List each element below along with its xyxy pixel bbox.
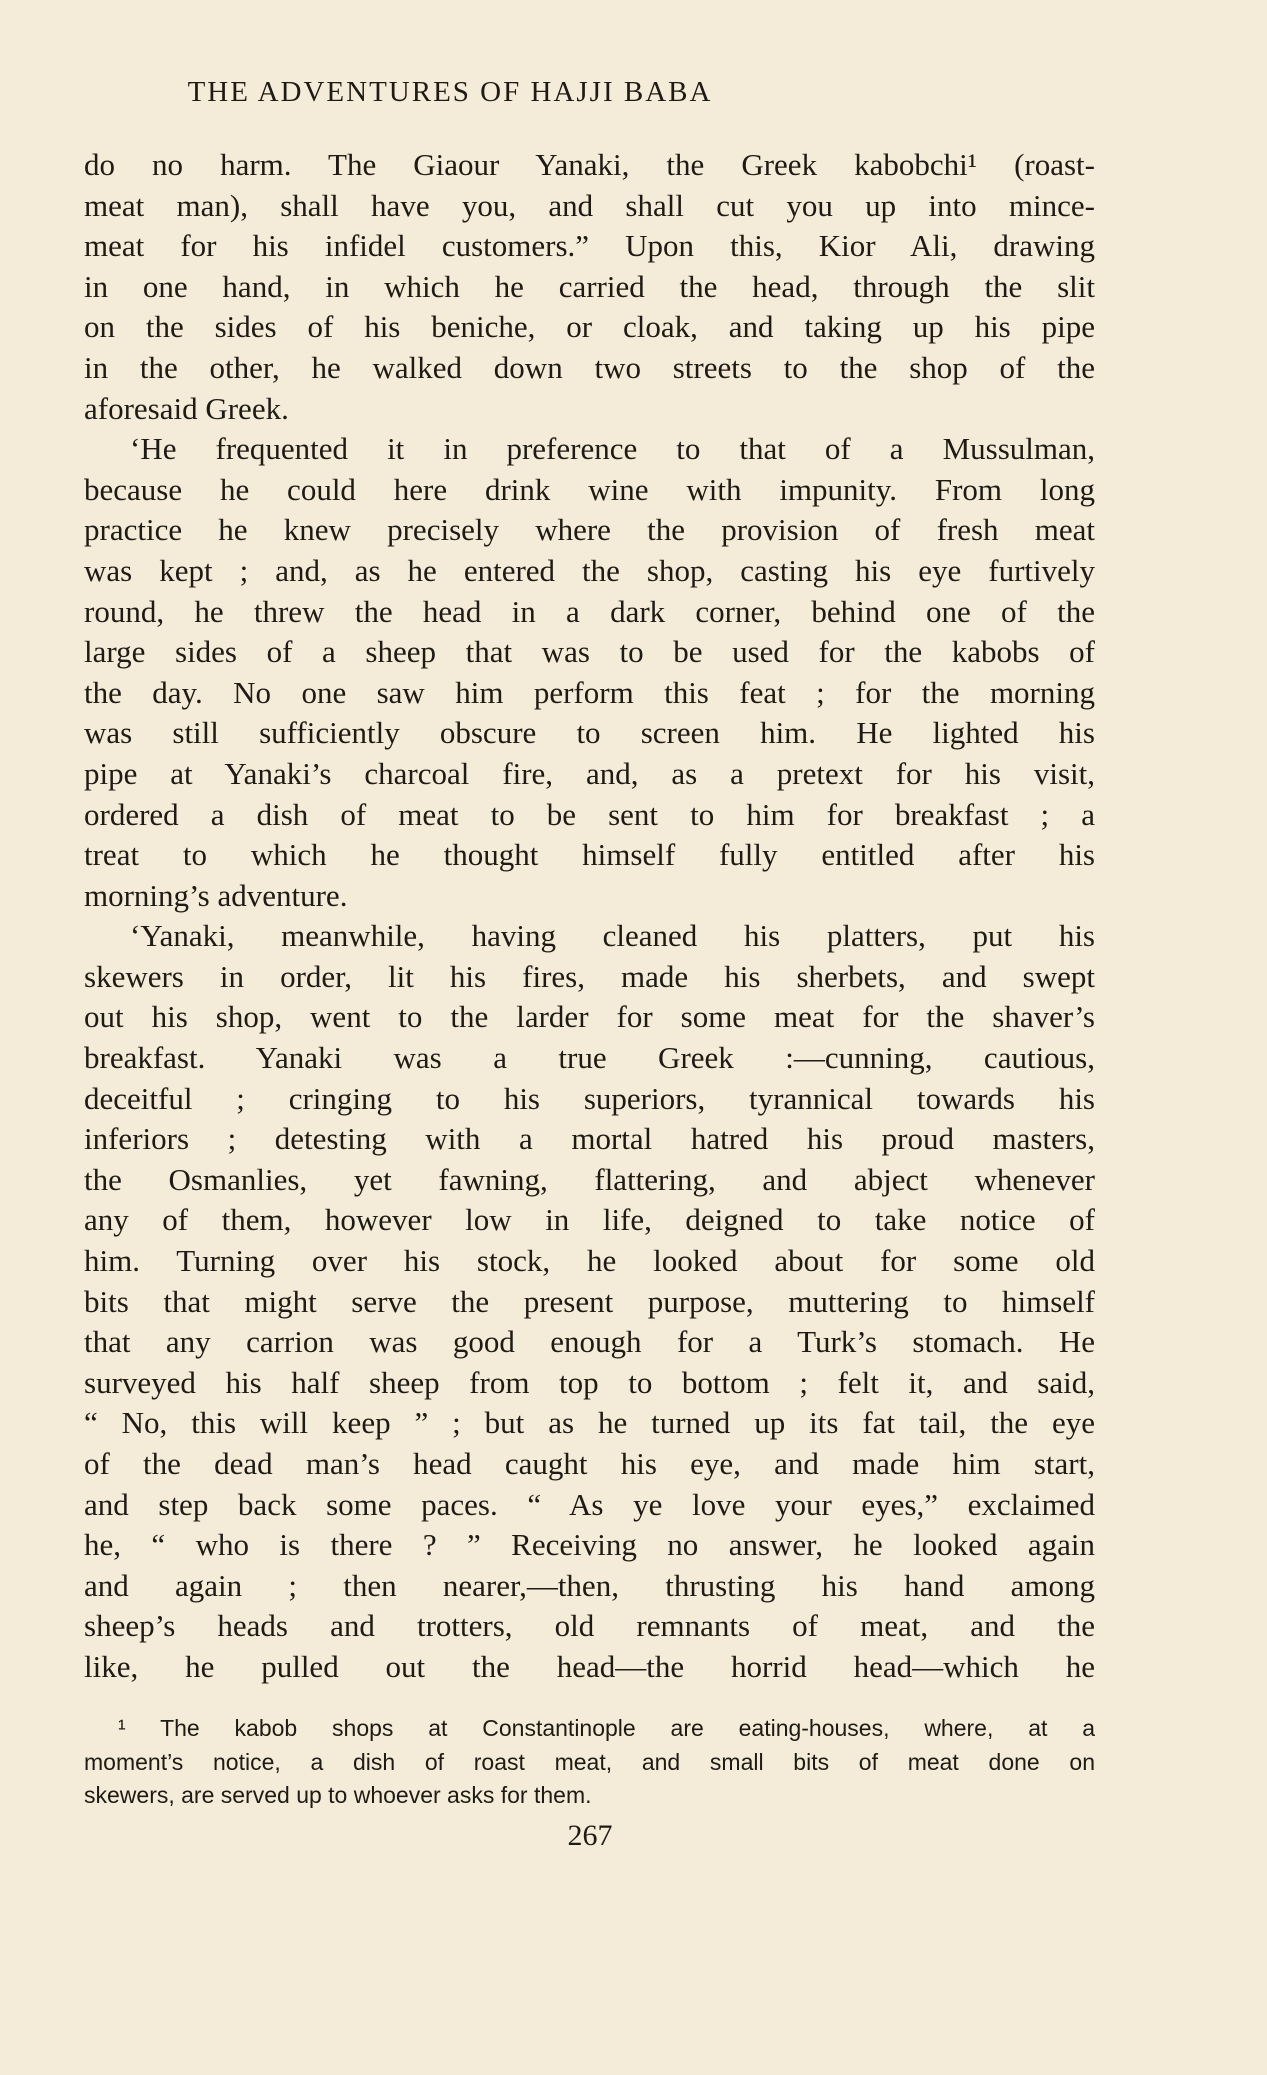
text-line: breakfast. Yanaki was a true Greek :—cunning, cautious, bbox=[84, 1040, 1095, 1076]
footnote-line: ¹ The kabob shops at Constantinople are eating-houses, where, at a bbox=[118, 1715, 1095, 1741]
page-number: 267 bbox=[567, 1819, 613, 1852]
text-line: in one hand, in which he carried the head, through the slit bbox=[84, 268, 1095, 304]
text-line: “ No, this will keep ” ; but as he turned up its fat tail, the eye bbox=[84, 1405, 1095, 1441]
text-line: and again ; then nearer,—then, thrusting his hand among bbox=[84, 1567, 1095, 1603]
text-line: meat man), shall have you, and shall cut you up into mince- bbox=[84, 187, 1095, 223]
text-line: large sides of a sheep that was to be used for the kabobs of bbox=[84, 634, 1095, 670]
body-text bbox=[84, 145, 1095, 1688]
text-line: round, he threw the head in a dark corner, behind one of the bbox=[84, 593, 1095, 629]
text-line: practice he knew precisely where the provision of fresh meat bbox=[84, 512, 1095, 548]
text-line: that any carrion was good enough for a Turk’s stomach. He bbox=[84, 1324, 1095, 1360]
text-line: meat for his infidel customers.” Upon this, Kior Ali, drawing bbox=[84, 228, 1095, 264]
text-line: do no harm. The Giaour Yanaki, the Greek kabobchi¹ (roast- bbox=[84, 147, 1095, 182]
text-line: ordered a dish of meat to be sent to him for breakfast ; a bbox=[84, 796, 1095, 832]
text-line: the day. No one saw him perform this feat ; for the morning bbox=[84, 674, 1095, 710]
text-line: any of them, however low in life, deigned to take notice of bbox=[84, 1202, 1095, 1238]
text-line: and step back some paces. “ As ye love your eyes,” exclaimed bbox=[84, 1486, 1095, 1522]
text-line: sheep’s heads and trotters, old remnants of meat, and the bbox=[84, 1608, 1095, 1644]
text-line: skewers in order, lit his fires, made his sherbets, and swept bbox=[84, 958, 1095, 994]
text-line: of the dead man’s head caught his eye, and made him start, bbox=[84, 1446, 1095, 1481]
text-line: like, he pulled out the head—the horrid head—which he bbox=[84, 1648, 1095, 1684]
text-line: ‘Yanaki, meanwhile, having cleaned his platters, put his bbox=[130, 918, 1095, 954]
text-line: in the other, he walked down two streets to the shop of the bbox=[84, 349, 1095, 385]
text-line: him. Turning over his stock, he looked about for some old bbox=[84, 1243, 1095, 1279]
text-line: inferiors ; detesting with a mortal hatred his proud masters, bbox=[84, 1121, 1095, 1157]
text-line: he, “ who is there ? ” Receiving no answer, he looked again bbox=[84, 1527, 1095, 1563]
text-line: the Osmanlies, yet fawning, flattering, and abject whenever bbox=[84, 1161, 1095, 1197]
text-line: on the sides of his beniche, or cloak, and taking up his pipe bbox=[84, 309, 1095, 345]
text-line: deceitful ; cringing to his superiors, tyrannical towards his bbox=[84, 1080, 1095, 1116]
text-line: ‘He frequented it in preference to that of a Mussulman, bbox=[130, 431, 1095, 467]
text-line: was kept ; and, as he entered the shop, casting his eye furtively bbox=[84, 552, 1095, 588]
text-line: aforesaid Greek. bbox=[84, 390, 289, 426]
text-line: pipe at Yanaki’s charcoal fire, and, as a pretext for his visit, bbox=[84, 755, 1095, 791]
text-line: bits that might serve the present purpose, muttering to himself bbox=[84, 1283, 1095, 1319]
text-line: morning’s adventure. bbox=[84, 877, 348, 913]
text-line: treat to which he thought himself fully entitled after his bbox=[84, 837, 1095, 873]
text-line: because he could here drink wine with impunity. From long bbox=[84, 471, 1095, 507]
running-head: THE ADVENTURES OF HAJJI BABA bbox=[187, 76, 713, 108]
text-line: was still sufficiently obscure to screen him. He lighted his bbox=[84, 715, 1095, 751]
text-line: out his shop, went to the larder for some meat for the shaver’s bbox=[84, 999, 1095, 1035]
footnote bbox=[84, 1712, 1095, 1813]
footnote-line: skewers, are served up to whoever asks for them. bbox=[84, 1782, 592, 1808]
footnote-line: moment’s notice, a dish of roast meat, and small bits of meat done on bbox=[84, 1748, 1095, 1775]
text-line: surveyed his half sheep from top to bottom ; felt it, and said, bbox=[84, 1364, 1095, 1400]
